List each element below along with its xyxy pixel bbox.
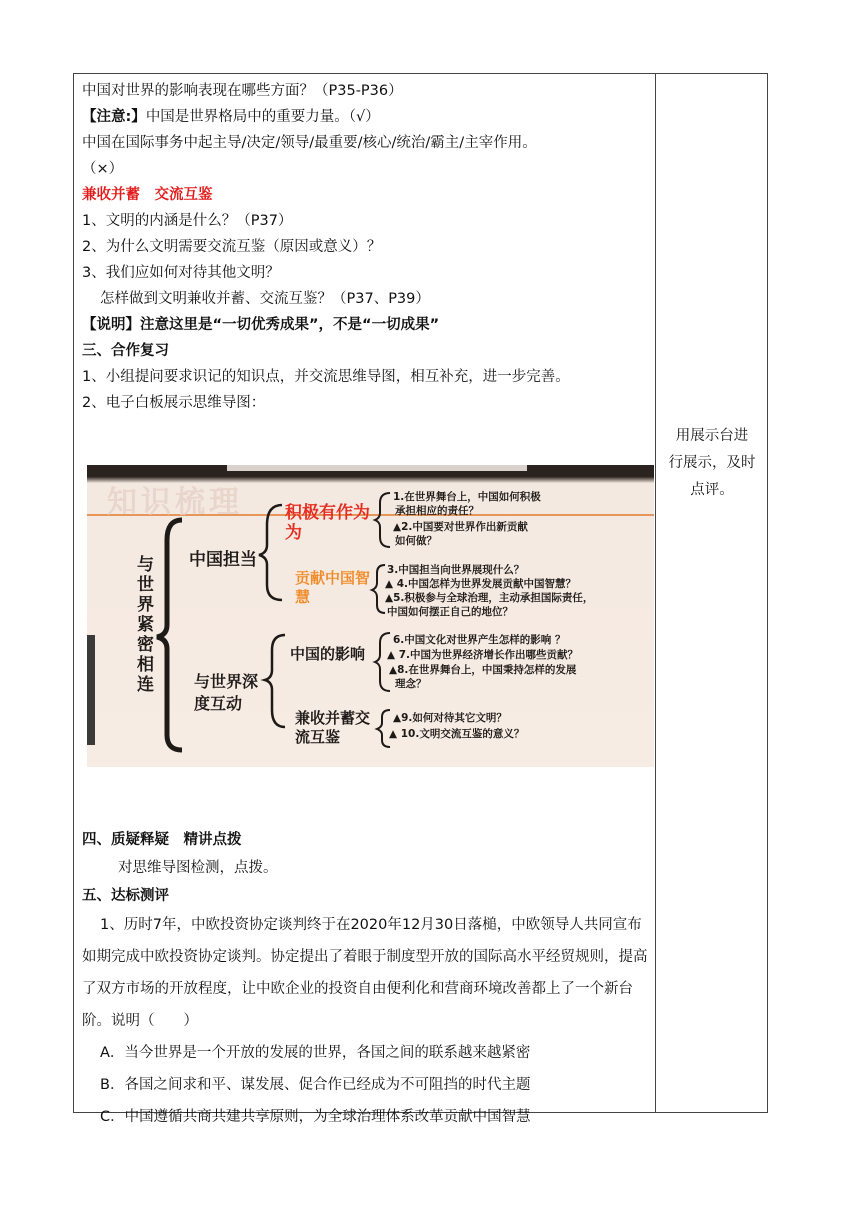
mindmap-b2-sub1: 中国的影响	[290, 645, 366, 663]
red-heading: 兼收并蓄 交流互鉴	[82, 187, 213, 203]
section-3-item-1: 1、小组提问要求识记的知识点，并交流思维导图，相互补充，进一步完善。	[82, 369, 570, 385]
mindmap-root: 与世界紧密相连	[137, 555, 154, 695]
mindmap-b1-sub1: 积极有作为为	[285, 503, 370, 543]
mindmap-item: 如何做？	[395, 535, 437, 547]
mindmap-branch-1: 中国担当	[189, 550, 257, 570]
option-a: A．当今世界是一个开放的发展的世界，各国之间的联系越来越紧密	[100, 1045, 531, 1061]
question-influence: 中国对世界的影响表现在哪些方面？（P35-P36）	[82, 83, 403, 99]
note-label: 【注意:】	[82, 109, 146, 125]
mindmap-item: 理念？	[395, 678, 427, 690]
question-1: 1、文明的内涵是什么？（P37）	[82, 213, 293, 229]
mindmap-item: 3.中国担当向世界展现什么？	[387, 564, 525, 576]
option-c: C．中国遵循共商共建共享原则，为全球治理体系改革贡献中国智慧	[100, 1109, 531, 1125]
side-note-line: 行展示，及时	[668, 455, 756, 471]
mindmap-item: ▲9.如何对待其它文明？	[393, 712, 507, 724]
mindmap-item: ▲5.积极参与全球治理，主动承担国际责任，	[385, 592, 594, 604]
side-note-line: 用展示台进	[675, 428, 749, 444]
note-text: 中国是世界格局中的重要力量。（√）	[145, 109, 380, 125]
mindmap-branch-2: 与世界深度互动	[194, 672, 259, 713]
section-3-item-2: 2、电子白板展示思维导图：	[82, 395, 266, 411]
mindmap-item: ▲ 4.中国怎样为世界发展贡献中国智慧？	[385, 578, 577, 590]
column-divider	[655, 73, 656, 1113]
mindmap-item: ▲ 10.文明交流互鉴的意义？	[389, 728, 525, 740]
wrong-mark: （×）	[82, 161, 124, 177]
explain-text: 注意这里是“一切优秀成果”，不是“一切成果”	[140, 317, 440, 333]
mindmap-item: 中国如何摆正自己的地位？	[387, 606, 513, 618]
explain-line	[82, 312, 652, 338]
section-4-heading: 四、质疑释疑 精讲点拨	[82, 832, 242, 848]
wrong-statement: 中国在国际事务中起主导/决定/领导/最重要/核心/统治/霸主/主宰作用。	[82, 135, 537, 151]
section-5-heading: 五、达标测评	[82, 888, 169, 904]
main-column-lower	[82, 827, 652, 1133]
main-column	[82, 78, 652, 416]
mindmap-item: 6.中国文化对世界产生怎样的影响 ？	[393, 634, 566, 646]
mindmap-item: ▲ 7.中国为世界经济增长作出哪些贡献？	[387, 649, 579, 661]
section-4-item: 对思维导图检测，点拨。	[118, 860, 278, 876]
option-b: B．各国之间求和平、谋发展、促合作已经成为不可阻挡的时代主题	[100, 1077, 531, 1093]
question-3: 3、我们应如何对待其他文明？	[82, 265, 280, 281]
question-2: 2、为什么文明需要交流互鉴（原因或意义）？	[82, 239, 382, 255]
side-note-line: 点评。	[690, 482, 734, 498]
mindmap-item: 承担相应的责任？	[395, 505, 479, 517]
note-line	[82, 104, 652, 130]
mindmap-item: ▲8.在世界舞台上，中国秉持怎样的发展	[389, 664, 577, 676]
question-paragraph: 1、历时7年，中欧投资协定谈判终于在2020年12月30日落槌，中欧领导人共同宣布如期完成中欧投资协定谈判。协定提出了着眼于制度型开放的国际高水平经贸规则，提高了双方市场的开放程度，让中欧企业的投资自由便利化和营商环境改善都上了一个新台阶。说明（ ）	[82, 917, 648, 1029]
mindmap-photo	[87, 465, 654, 767]
mindmap-b1-sub2: 贡献中国智慧	[295, 569, 371, 606]
mindmap-title: 知识梳理	[107, 485, 243, 520]
explain-label: 【说明】	[82, 317, 140, 333]
section-3-heading: 三、合作复习	[82, 343, 169, 359]
side-note	[656, 423, 768, 504]
mindmap-item: ▲2.中国要对世界作出新贡献	[393, 521, 528, 533]
mindmap-item: 1.在世界舞台上，中国如何积极	[393, 491, 541, 503]
question-3b: 怎样做到文明兼收并蓄、交流互鉴？（P37、P39）	[100, 291, 430, 307]
mindmap-b2-sub2: 兼收并蓄交流互鉴	[295, 709, 371, 746]
